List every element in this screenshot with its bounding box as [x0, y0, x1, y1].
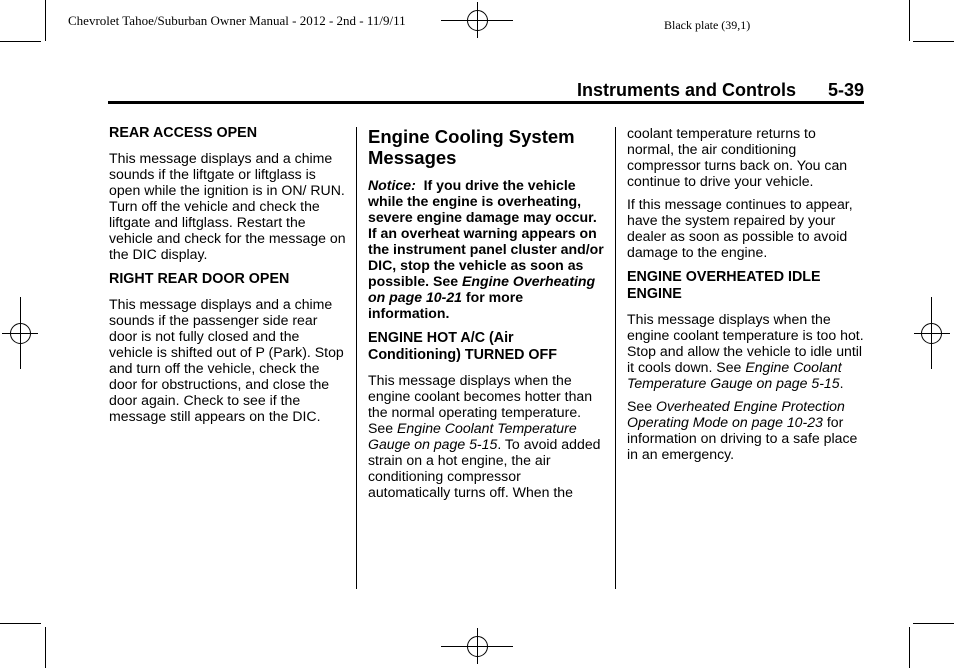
engine-hot-ac-text-b: . To avoid added strain on a hot engine, the air conditioning compressor automatically turns off. When the	[368, 436, 601, 500]
paragraph-engine-hot-ac	[368, 372, 604, 500]
crop-mark-bottom-right-h	[913, 623, 954, 624]
heading-engine-overheated-idle: ENGINE OVERHEATED IDLE ENGINE	[627, 269, 821, 302]
plate-label: Black plate (39,1)	[664, 18, 751, 32]
paragraph-see-also	[627, 398, 865, 462]
column-2	[368, 125, 604, 507]
see-also-lead: See	[627, 398, 653, 414]
section-heading-engine-cooling: Engine Cooling System Messages	[368, 126, 575, 168]
crop-mark-top-left-h	[0, 41, 41, 42]
heading-rear-access-open: REAR ACCESS OPEN	[109, 125, 258, 141]
column-divider-1	[356, 127, 357, 589]
crop-mark-top-right-v	[909, 0, 910, 41]
paragraph-rear-access-open: This message displays and a chime sounds if the liftgate or liftglass is open while the ignition is in ON/ RUN. Turn off the vehicle and check the liftgate and liftglass. Restart the vehicle and check for the message on the DIC display.	[109, 150, 346, 262]
engine-hot-ac-reference: Engine Coolant Temperature Gauge on page 5-15	[368, 420, 577, 452]
crop-mark-top-left-v	[45, 0, 46, 41]
notice-reference: Engine Overheating on page 10-21	[368, 273, 596, 305]
see-also-reference: Overheated Engine Protection Operating Mode on page 10-23	[627, 398, 845, 430]
overheated-idle-text-a: This message displays when the engine coolant temperature is too hot. Stop and allow the vehicle to idle until it cools down. See	[627, 311, 864, 375]
column-divider-2	[615, 127, 616, 589]
paragraph-repair: If this message continues to appear, have the system repaired by your dealer as soon as possible to avoid damage to the engine.	[627, 196, 853, 260]
crop-mark-bottom-left-v	[45, 627, 46, 668]
section-title: Instruments and Controls	[576, 80, 796, 100]
paragraph-right-rear-door-open: This message displays and a chime sounds if the passenger side rear door is not fully closed and the vehicle is shifted out of P (Park). Stop and turn off the vehicle, check the door for obstructions, and close the door again. Check to see if the message still appears on the DIC.	[109, 296, 344, 424]
notice-label: Notice:	[368, 177, 416, 193]
column-1	[109, 125, 347, 431]
engine-hot-ac-text-a: This message displays when the engine coolant becomes hotter than the normal operating temperature. See	[368, 372, 593, 436]
notice-tail: for more information.	[368, 289, 524, 321]
paragraph-continuation: coolant temperature returns to normal, the air conditioning compressor turns back on. You can continue to drive your vehicle.	[627, 125, 848, 189]
notice-paragraph	[368, 177, 604, 321]
crop-mark-bottom-right-v	[909, 627, 910, 668]
overheated-idle-text-b: .	[839, 375, 844, 391]
header-rule	[108, 101, 864, 104]
page-number: 5-39	[827, 80, 864, 100]
notice-text: If you drive the vehicle while the engine is overheating, severe engine damage may occur. If an overheat warning appears on the instrument panel cluster and/or DIC, stop the vehicle as soon as possible. See	[368, 177, 604, 289]
crop-mark-top-right-h	[913, 41, 954, 42]
crop-mark-bottom-left-h	[0, 623, 41, 624]
see-also-tail: for information on driving to a safe place in an emergency.	[627, 414, 858, 462]
overheated-idle-reference: Engine Coolant Temperature Gauge on page 5-15	[627, 359, 842, 391]
heading-engine-hot-ac: ENGINE HOT A/C (Air Conditioning) TURNED OFF	[368, 330, 557, 363]
column-3	[627, 125, 865, 469]
heading-right-rear-door-open: RIGHT REAR DOOR OPEN	[109, 271, 290, 287]
paragraph-engine-overheated-idle	[627, 311, 865, 391]
running-header	[560, 80, 864, 101]
plate-info: Chevrolet Tahoe/Suburban Owner Manual - 2012 - 2nd - 11/9/11	[68, 13, 406, 28]
